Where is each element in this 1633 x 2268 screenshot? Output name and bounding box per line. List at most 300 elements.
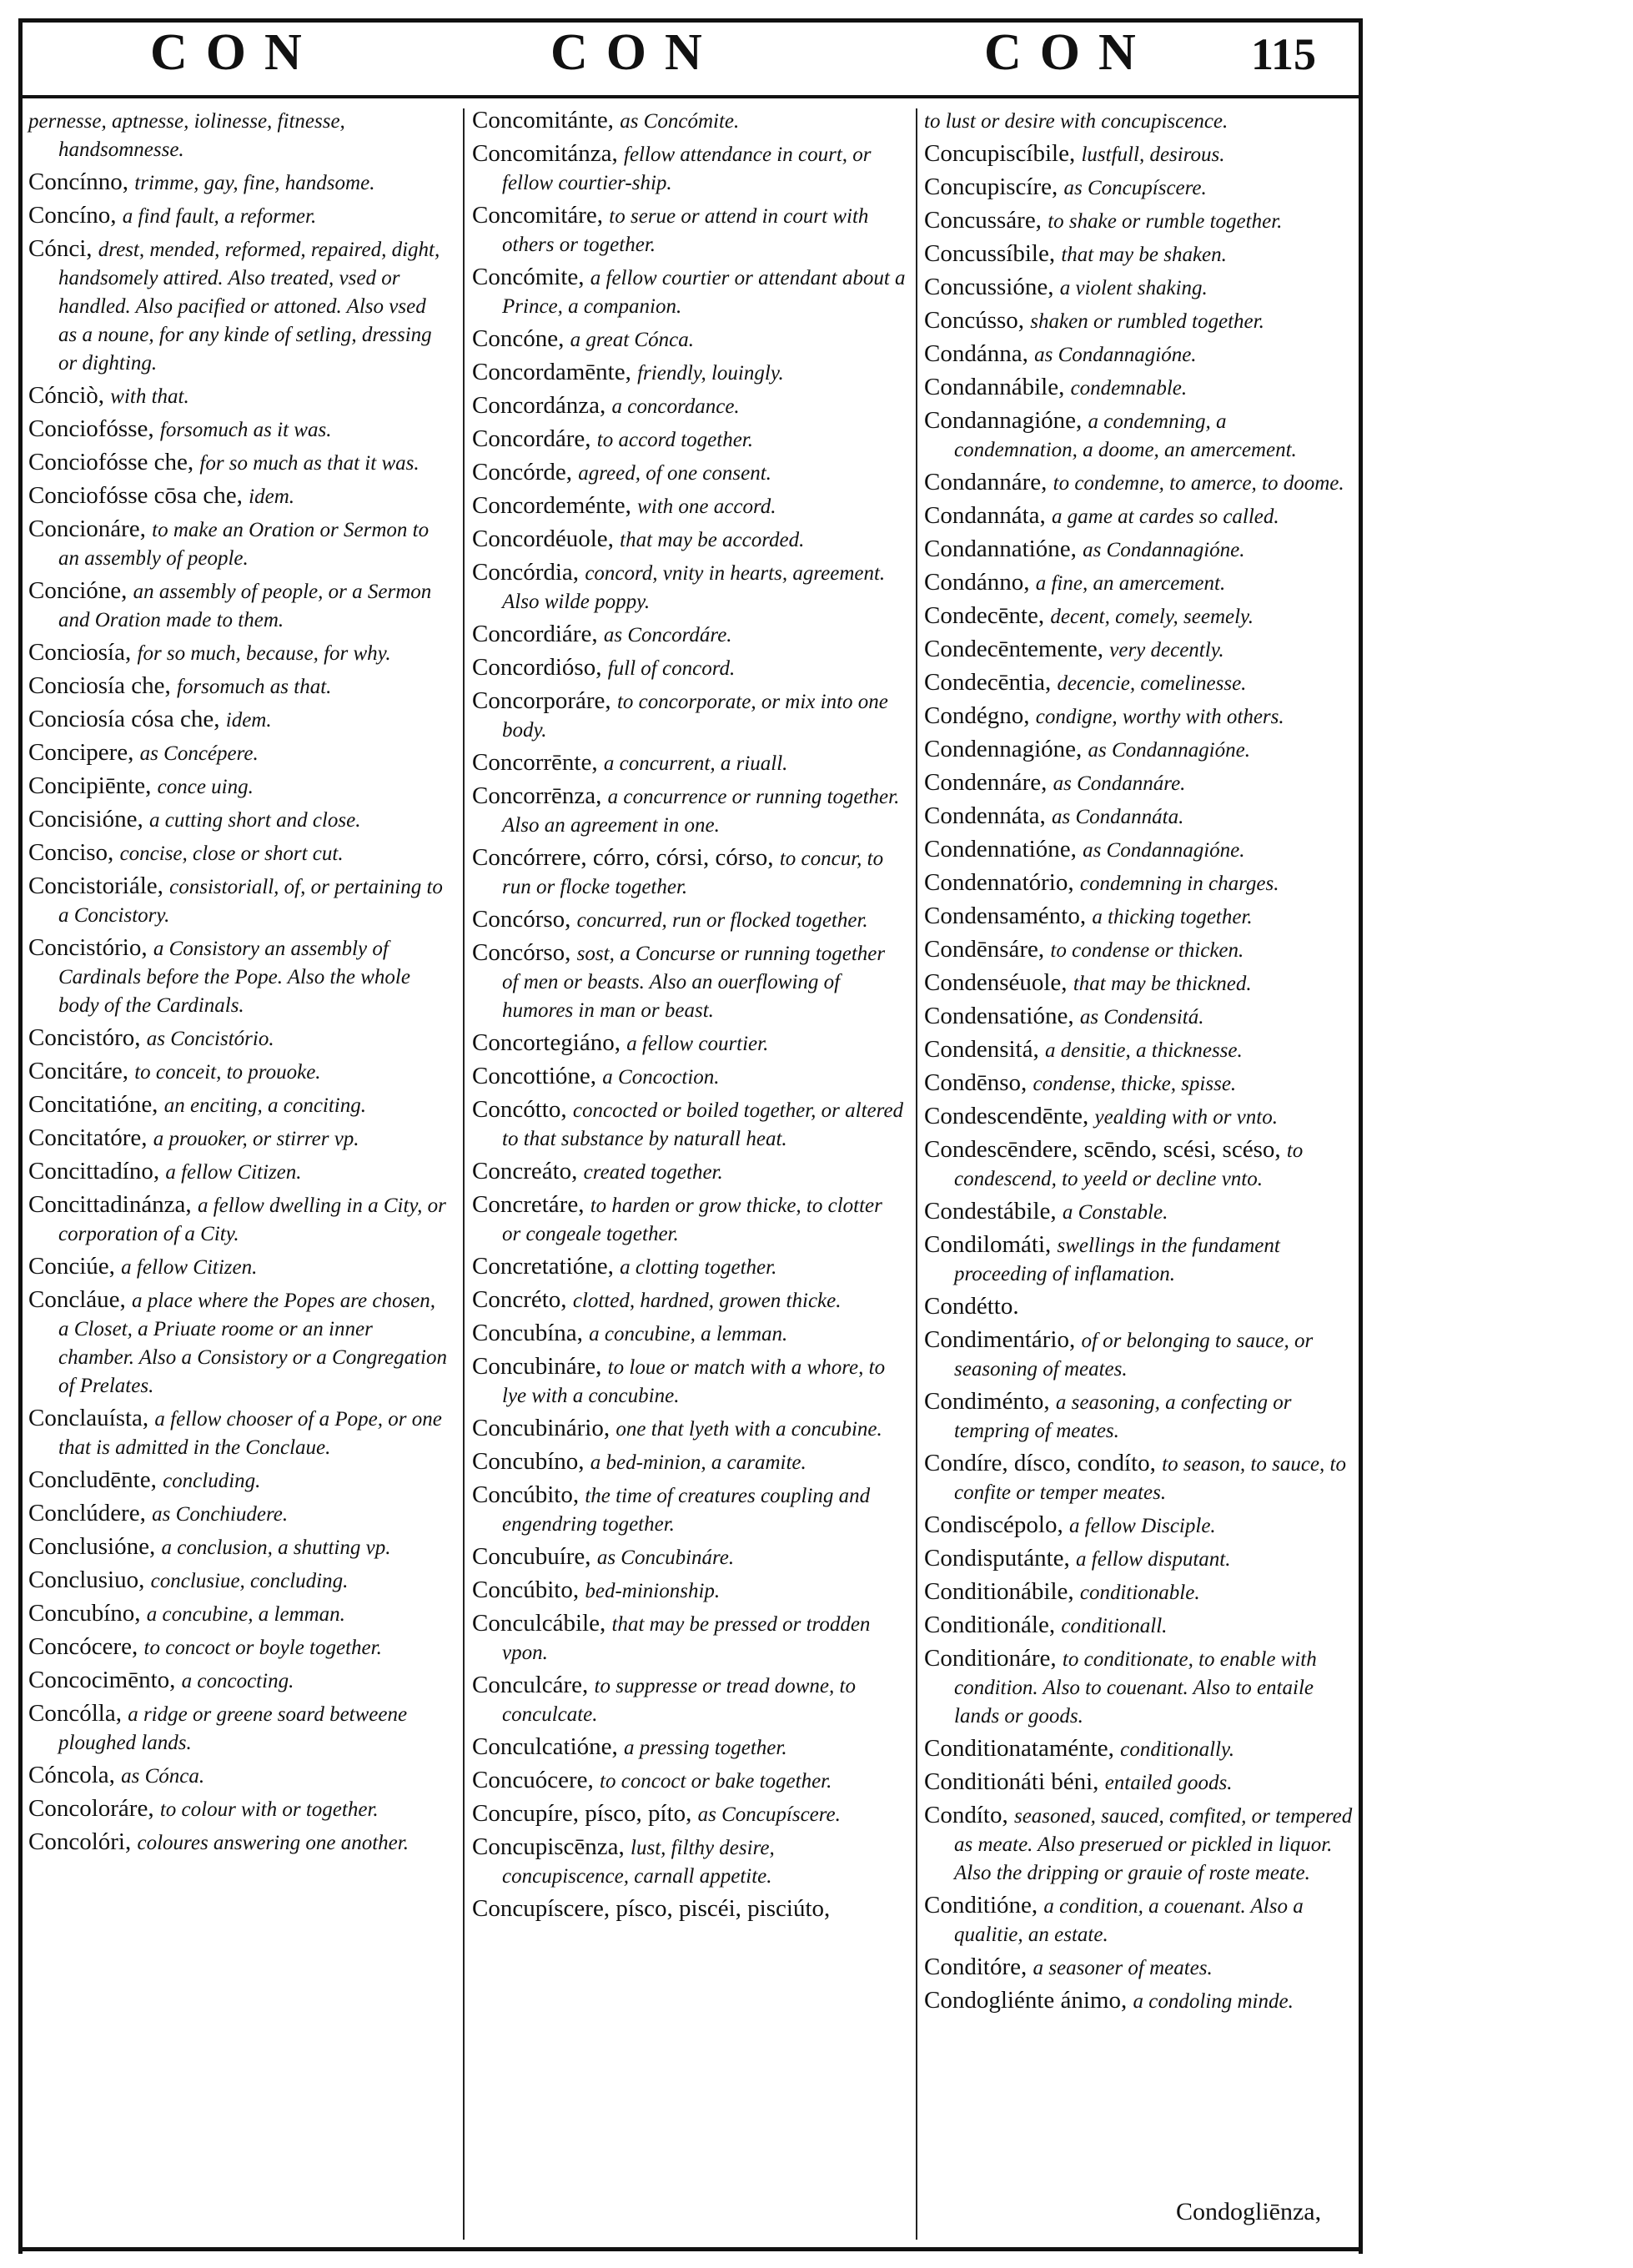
dictionary-entry — [28, 382, 450, 410]
entry-definition: a prouoker, or stirrer vp. — [153, 1128, 359, 1150]
entry-definition: created together. — [583, 1161, 723, 1184]
entry-headword: Concistório, — [28, 934, 148, 961]
dictionary-entry — [472, 1253, 906, 1281]
dictionary-entry — [472, 1158, 906, 1186]
entry-headword: Condennagióne, — [924, 736, 1083, 762]
dictionary-entry — [472, 1286, 906, 1315]
entry-definition: for so much, because, for why. — [137, 642, 391, 665]
dictionary-entry — [924, 340, 1354, 369]
dictionary-entry — [28, 672, 450, 701]
entry-headword: Conciúe, — [28, 1253, 115, 1280]
entry-definition: to loue or match with a whore, to lye with a concubine. — [502, 1356, 886, 1407]
entry-definition: as Concistório. — [146, 1028, 274, 1050]
dictionary-entry — [472, 392, 906, 420]
entry-definition: a concurrence or running together. Also an agreement in one. — [502, 786, 900, 837]
dictionary-entry — [472, 621, 906, 649]
dictionary-entry — [924, 669, 1354, 697]
dictionary-entry — [28, 1762, 450, 1790]
dictionary-entry — [924, 1103, 1354, 1131]
entry-headword: Concubíno, — [472, 1448, 585, 1475]
entry-definition: coloures answering one another. — [137, 1832, 409, 1854]
entry-headword: Concitatóre, — [28, 1124, 148, 1151]
entry-definition: condigne, worthy with others. — [1035, 706, 1284, 728]
entry-definition: a fine, an amercement. — [1035, 572, 1226, 595]
entry-definition: clotted, hardned, growen thicke. — [572, 1290, 842, 1312]
column-2 — [472, 107, 906, 1929]
dictionary-entry — [28, 1405, 450, 1461]
entry-definition: as Concómite. — [620, 110, 740, 133]
dictionary-entry — [924, 769, 1354, 797]
dictionary-entry — [28, 577, 450, 634]
dictionary-entry — [924, 836, 1354, 864]
dictionary-entry — [28, 1566, 450, 1595]
entry-headword: Concordánza, — [472, 392, 606, 419]
entry-headword: Condánno, — [924, 569, 1030, 596]
dictionary-entry — [472, 1063, 906, 1091]
dictionary-entry — [28, 1124, 450, 1153]
entry-headword: Concótto, — [472, 1096, 567, 1123]
entry-definition: as Cónca. — [121, 1765, 205, 1788]
entry-headword: Concióne, — [28, 577, 128, 604]
dictionary-entry — [472, 1543, 906, 1572]
entry-definition: to make an Oration or Sermon to an assembly of people. — [58, 519, 430, 570]
top-border — [18, 18, 1363, 23]
entry-headword: Concússo, — [924, 307, 1025, 334]
entry-definition: an assembly of people, or a Sermon and Oration made to them. — [58, 581, 432, 631]
left-border — [18, 18, 23, 2254]
dictionary-entry — [28, 1286, 450, 1400]
dictionary-entry — [472, 1672, 906, 1728]
entry-definition: as Condannáre. — [1053, 772, 1186, 795]
entry-headword: Conditóre, — [924, 1954, 1028, 1980]
dictionary-entry — [924, 1136, 1354, 1193]
entry-headword: Concipere, — [28, 739, 134, 766]
dictionary-entry — [924, 869, 1354, 898]
entry-headword: Concomitánte, — [472, 107, 614, 133]
entry-headword: Cónciò, — [28, 382, 105, 409]
entry-headword: Concocimēnto, — [28, 1667, 176, 1693]
entry-definition: as Concubináre. — [596, 1546, 735, 1569]
dictionary-entry — [924, 569, 1354, 597]
entry-headword: Concordiáre, — [472, 621, 598, 647]
dictionary-entry — [472, 654, 906, 682]
entry-definition: a find fault, a reformer. — [122, 205, 317, 228]
dictionary-entry — [924, 469, 1354, 497]
entry-definition: to colour with or together. — [159, 1798, 379, 1821]
entry-definition: decencie, comelinesse. — [1057, 672, 1247, 695]
entry-headword: Concionáre, — [28, 515, 146, 542]
page-number: 115 — [1251, 29, 1317, 79]
entry-headword: Concórso, — [472, 906, 571, 933]
entry-headword: Concréto, — [472, 1286, 567, 1313]
entry-headword: Conculcábile, — [472, 1610, 606, 1637]
dictionary-entry — [924, 969, 1354, 998]
entry-definition: to concorporate, or mix into one body. — [502, 691, 888, 742]
entry-definition: conce uing. — [157, 776, 254, 798]
dictionary-entry — [28, 1600, 450, 1628]
entry-definition: concluding. — [163, 1470, 261, 1492]
entry-headword: Concólla, — [28, 1700, 122, 1727]
entry-definition: the time of creatures coupling and engendring together. — [502, 1485, 871, 1536]
entry-definition: with that. — [110, 385, 189, 408]
entry-headword: Concussáre, — [924, 207, 1042, 234]
entry-definition: a concubine, a lemman. — [589, 1323, 788, 1345]
entry-definition: bed-minionship. — [585, 1580, 721, 1602]
dictionary-entry — [472, 264, 906, 320]
entry-definition: decent, comely, seemely. — [1050, 606, 1254, 628]
entry-definition: to lust or desire with concupiscence. — [924, 110, 1229, 133]
dictionary-entry — [472, 492, 906, 520]
entry-definition: pernesse, aptnesse, iolinesse, fitnesse, handsomnesse. — [28, 110, 345, 161]
entry-headword: Concupiscíbile, — [924, 140, 1076, 167]
entry-headword: Condiménto, — [924, 1388, 1050, 1415]
dictionary-entry — [472, 140, 906, 197]
dictionary-entry — [472, 1577, 906, 1605]
entry-headword: Concómite, — [472, 264, 585, 290]
entry-definition: a cutting short and close. — [149, 809, 361, 832]
entry-definition: a Constable. — [1062, 1201, 1168, 1224]
entry-definition: idem. — [225, 709, 272, 732]
dictionary-entry — [28, 873, 450, 929]
entry-definition: lustfull, desirous. — [1081, 143, 1225, 166]
entry-definition: a fellow chooser of a Pope, or one that is admitted in the Conclaue. — [58, 1408, 442, 1459]
entry-headword: Concúbito, — [472, 1577, 580, 1603]
dictionary-entry — [924, 1036, 1354, 1064]
entry-definition: conditionally. — [1120, 1738, 1234, 1761]
dictionary-entry — [472, 1191, 906, 1248]
dictionary-entry — [28, 1091, 450, 1119]
dictionary-entry — [924, 1545, 1354, 1573]
entry-headword: Condēnso, — [924, 1069, 1028, 1096]
entry-headword: Condescēndere, scēndo, scési, scéso, — [924, 1136, 1281, 1163]
entry-headword: Condestábile, — [924, 1198, 1057, 1225]
entry-headword: Condannatióne, — [924, 536, 1077, 562]
entry-definition: as Concupíscere. — [697, 1803, 841, 1826]
entry-headword: Concorrēnte, — [472, 749, 598, 776]
entry-headword: Conciofósse cōsa che, — [28, 482, 243, 509]
entry-headword: Condiscépolo, — [924, 1511, 1063, 1538]
entry-definition: concurred, run or flocked together. — [576, 909, 868, 932]
entry-headword: Concolóri, — [28, 1828, 132, 1855]
entry-headword: Condannáre, — [924, 469, 1048, 495]
dictionary-entry — [28, 639, 450, 667]
dictionary-entry — [924, 502, 1354, 531]
entry-headword: Concordáre, — [472, 425, 591, 452]
entry-definition: to season, to sauce, to confite or temper meates. — [954, 1453, 1346, 1504]
entry-definition: as Condannagióne. — [1034, 344, 1197, 366]
entry-definition: conditionall. — [1061, 1615, 1168, 1637]
entry-definition: as Condannáta. — [1052, 806, 1184, 828]
entry-headword: Conciofósse, — [28, 415, 154, 442]
entry-definition: lust, filthy desire, concupiscence, carnall appetite. — [502, 1837, 775, 1888]
entry-headword: Condēnsáre, — [924, 936, 1045, 963]
entry-headword: Concreáto, — [472, 1158, 578, 1184]
dictionary-entry — [924, 1231, 1354, 1288]
entry-headword: Conditionáti béni, — [924, 1768, 1099, 1795]
column-1 — [28, 107, 450, 1862]
entry-headword: Concortegiáno, — [472, 1029, 621, 1056]
entry-headword: Condogliénte ánimo, — [924, 1987, 1128, 2014]
entry-definition: fellow attendance in court, or fellow courtier-ship. — [502, 143, 872, 194]
entry-definition: condense, thicke, spisse. — [1033, 1073, 1237, 1095]
column-divider — [916, 108, 917, 2240]
dictionary-entry — [28, 415, 450, 444]
entry-headword: Condimentário, — [924, 1326, 1076, 1353]
entry-definition: that may be pressed or trodden vpon. — [502, 1613, 871, 1664]
entry-definition: a bed-minion, a caramite. — [590, 1451, 806, 1474]
entry-definition: a condemning, a condemnation, a doome, an amercement. — [954, 410, 1297, 461]
entry-definition: concord, vnity in hearts, agreement. Also wilde poppy. — [502, 562, 886, 613]
dictionary-entry — [924, 1511, 1354, 1540]
dictionary-entry — [924, 1735, 1354, 1763]
entry-definition: a fellow courtier or attendant about a Prince, a companion. — [502, 267, 906, 318]
entry-definition: condemnable. — [1070, 377, 1188, 400]
entry-definition: a concocting. — [181, 1670, 294, 1692]
entry-headword: Concittadíno, — [28, 1158, 160, 1184]
entry-headword: Conciosía, — [28, 639, 132, 666]
entry-definition: to conceit, to prouoke. — [134, 1061, 321, 1084]
entry-headword: Condenséuole, — [924, 969, 1068, 996]
entry-headword: Concórde, — [472, 459, 572, 485]
entry-headword: Concitáre, — [28, 1058, 128, 1084]
dictionary-entry — [472, 1415, 906, 1443]
entry-definition: swellings in the fundament proceeding of inflamation. — [954, 1235, 1280, 1285]
entry-headword: Condecēnte, — [924, 602, 1045, 629]
entry-definition: trimme, gay, fine, handsome. — [134, 172, 375, 194]
entry-definition: as Concépere. — [139, 742, 259, 765]
running-head-left: CON — [150, 24, 320, 81]
entry-headword: Concordéuole, — [472, 526, 614, 552]
entry-definition: conditionable. — [1079, 1582, 1200, 1604]
entry-headword: Conditionataménte, — [924, 1735, 1114, 1762]
entry-definition: a fellow disputant. — [1076, 1548, 1231, 1571]
dictionary-entry — [472, 526, 906, 554]
dictionary-entry — [472, 559, 906, 616]
dictionary-entry — [472, 1895, 906, 1924]
entry-definition: for so much as that it was. — [199, 452, 420, 475]
entry-headword: Concórrere, córro, córsi, córso, — [472, 844, 774, 871]
dictionary-entry — [924, 173, 1354, 202]
dictionary-entry — [472, 1767, 906, 1795]
entry-definition: concocted or boiled together, or altered to that substance by naturall heat. — [502, 1099, 904, 1150]
dictionary-entry — [924, 1802, 1354, 1887]
dictionary-entry — [924, 374, 1354, 402]
dictionary-entry — [924, 1198, 1354, 1226]
running-head-center: CON — [550, 24, 721, 81]
entry-definition: a violent shaking. — [1059, 277, 1208, 299]
dictionary-entry — [924, 1003, 1354, 1031]
dictionary-entry — [472, 1448, 906, 1476]
dictionary-entry — [28, 168, 450, 197]
entry-definition: a concordance. — [611, 395, 740, 418]
dictionary-entry — [472, 939, 906, 1024]
entry-headword: Condannábile, — [924, 374, 1065, 400]
entry-headword: Condilomáti, — [924, 1231, 1052, 1258]
dictionary-entry — [28, 1024, 450, 1053]
entry-definition: entailed goods. — [1104, 1772, 1233, 1794]
entry-definition: to condense or thicken. — [1050, 939, 1244, 962]
entry-definition: friendly, louingly. — [637, 362, 784, 385]
dictionary-entry — [28, 515, 450, 572]
entry-headword: Concussíbile, — [924, 240, 1056, 267]
entry-definition: a ridge or greene soard betweene ploughed lands. — [58, 1703, 408, 1754]
dictionary-entry — [472, 1320, 906, 1348]
right-border — [1359, 18, 1363, 2254]
entry-headword: Concordióso, — [472, 654, 602, 681]
entry-definition: to serue or attend in court with others or together. — [502, 205, 869, 256]
dictionary-entry — [28, 202, 450, 230]
entry-headword: Cóncola, — [28, 1762, 115, 1788]
entry-definition: a thicking together. — [1092, 906, 1253, 928]
entry-headword: Conditionábile, — [924, 1578, 1074, 1605]
entry-headword: Conculcáre, — [472, 1672, 589, 1698]
dictionary-entry — [472, 906, 906, 934]
dictionary-entry — [28, 772, 450, 801]
entry-definition: concise, close or short cut. — [119, 842, 344, 865]
entry-definition: a fellow courtier. — [626, 1033, 769, 1055]
entry-definition: a concubine, a lemman. — [146, 1603, 345, 1626]
entry-definition: to condescend, to yeeld or decline vnto. — [954, 1139, 1304, 1190]
entry-headword: Concubinário, — [472, 1415, 610, 1441]
entry-headword: Concuócere, — [472, 1767, 594, 1793]
entry-headword: Condégno, — [924, 702, 1030, 729]
entry-headword: Conciosía cósa che, — [28, 706, 220, 732]
dictionary-entry — [472, 1833, 906, 1890]
dictionary-entry — [924, 802, 1354, 831]
entry-headword: Concláue, — [28, 1286, 126, 1313]
entry-definition: conclusiue, concluding. — [150, 1570, 349, 1592]
dictionary-entry — [472, 325, 906, 354]
entry-headword: Condánna, — [924, 340, 1028, 367]
entry-definition: as Concordáre. — [603, 624, 732, 646]
entry-headword: Concupíscere, písco, piscéi, pisciúto, — [472, 1895, 831, 1922]
bottom-border — [18, 2247, 1363, 2251]
entry-headword: Concottióne, — [472, 1063, 597, 1089]
entry-definition: to concoct or boyle together. — [143, 1637, 382, 1659]
entry-definition: as Condannagióne. — [1083, 839, 1245, 862]
entry-definition: a condoling minde. — [1133, 1990, 1294, 2013]
dictionary-entry — [28, 235, 450, 377]
entry-headword: Condétto. — [924, 1293, 1019, 1320]
dictionary-entry — [924, 407, 1354, 464]
entry-headword: Concócere, — [28, 1633, 138, 1660]
dictionary-entry — [28, 107, 450, 163]
entry-definition: agreed, of one consent. — [578, 462, 771, 485]
entry-definition: a condition, a couenant. Also a qualitie, an estate. — [954, 1895, 1304, 1946]
dictionary-entry — [924, 602, 1354, 631]
entry-definition: a fellow Disciple. — [1069, 1515, 1216, 1537]
entry-definition: as Condannagióne. — [1083, 539, 1245, 561]
entry-definition: sost, a Concurse or running together of men or beasts. Also an ouerflowing of humores in man or beast. — [502, 943, 886, 1022]
entry-definition: yealding with or vnto. — [1094, 1106, 1278, 1129]
entry-headword: Concordeménte, — [472, 492, 631, 519]
entry-definition: to condemne, to amerce, to doome. — [1053, 472, 1344, 495]
dictionary-entry — [472, 1610, 906, 1667]
dictionary-entry — [472, 749, 906, 777]
entry-headword: Conditióne, — [924, 1892, 1038, 1918]
entry-headword: Concínno, — [28, 168, 129, 195]
entry-headword: Conclauísta, — [28, 1405, 149, 1431]
dictionary-entry — [28, 1828, 450, 1857]
entry-headword: Conciosía che, — [28, 672, 171, 699]
dictionary-entry — [472, 359, 906, 387]
entry-headword: Concupiscēnza, — [472, 1833, 625, 1860]
entry-headword: Condecēntia, — [924, 669, 1052, 696]
entry-headword: Concúbito, — [472, 1481, 580, 1508]
entry-headword: Concíno, — [28, 202, 117, 229]
entry-headword: Conclusiuo, — [28, 1566, 145, 1593]
dictionary-entry — [924, 1645, 1354, 1730]
dictionary-entry — [28, 1795, 450, 1823]
dictionary-entry — [28, 1466, 450, 1495]
entry-definition: full of concord. — [607, 657, 736, 680]
column-3 — [924, 107, 1354, 2020]
entry-definition: a Concoction. — [602, 1066, 720, 1089]
entry-definition: drest, mended, reformed, repaired, dight, handsomely attired. Also treated, vsed or handled. Also pacified or attoned. Also vsed as a noune, for any kinde of setling, dressing or dighting. — [58, 239, 440, 375]
entry-headword: Concipiēnte, — [28, 772, 152, 799]
entry-definition: with one accord. — [637, 495, 776, 518]
dictionary-entry — [28, 1700, 450, 1757]
entry-headword: Condensaménto, — [924, 903, 1087, 929]
entry-definition: of or belonging to sauce, or seasoning of meates. — [954, 1330, 1314, 1380]
dictionary-entry — [924, 1388, 1354, 1445]
dictionary-entry — [924, 702, 1354, 731]
dictionary-entry — [924, 1892, 1354, 1949]
entry-headword: Concorrēnza, — [472, 782, 602, 809]
dictionary-entry — [472, 202, 906, 259]
dictionary-entry — [924, 1450, 1354, 1506]
dictionary-entry — [924, 207, 1354, 235]
dictionary-entry — [924, 903, 1354, 931]
entry-headword: Concomitánza, — [472, 140, 618, 167]
entry-headword: Condennatório, — [924, 869, 1074, 896]
entry-headword: Concórdia, — [472, 559, 580, 586]
dictionary-entry — [28, 934, 450, 1019]
dictionary-entry — [28, 1191, 450, 1248]
dictionary-entry — [924, 1954, 1354, 1982]
dictionary-entry — [924, 636, 1354, 664]
entry-headword: Conditionáre, — [924, 1645, 1057, 1672]
entry-headword: Concludēnte, — [28, 1466, 157, 1493]
entry-definition: a fellow Citizen. — [121, 1256, 258, 1279]
dictionary-entry — [28, 839, 450, 867]
entry-headword: Condensitá, — [924, 1036, 1039, 1063]
dictionary-entry — [924, 107, 1354, 135]
entry-headword: Condescendēnte, — [924, 1103, 1089, 1129]
dictionary-entry — [28, 1633, 450, 1662]
entry-definition: very decently. — [1109, 639, 1224, 661]
entry-definition: that may be accorded. — [620, 529, 805, 551]
entry-definition: to concoct or bake together. — [600, 1770, 832, 1793]
entry-headword: Condennáre, — [924, 769, 1048, 796]
dictionary-entry — [28, 1253, 450, 1281]
entry-headword: Condisputánte, — [924, 1545, 1070, 1572]
entry-headword: Concittadinánza, — [28, 1191, 192, 1218]
dictionary-entry — [472, 425, 906, 454]
entry-headword: Concisióne, — [28, 806, 143, 832]
entry-headword: Condennatióne, — [924, 836, 1077, 862]
dictionary-entry — [472, 1096, 906, 1153]
entry-headword: Conciso, — [28, 839, 114, 866]
dictionary-entry — [924, 936, 1354, 964]
dictionary-entry — [924, 1987, 1354, 2015]
dictionary-entry — [28, 706, 450, 734]
entry-headword: Condensatióne, — [924, 1003, 1074, 1029]
entry-definition: one that lyeth with a concubine. — [616, 1418, 882, 1441]
dictionary-entry — [28, 1500, 450, 1528]
dictionary-entry — [924, 736, 1354, 764]
entry-headword: Concitatióne, — [28, 1091, 158, 1118]
